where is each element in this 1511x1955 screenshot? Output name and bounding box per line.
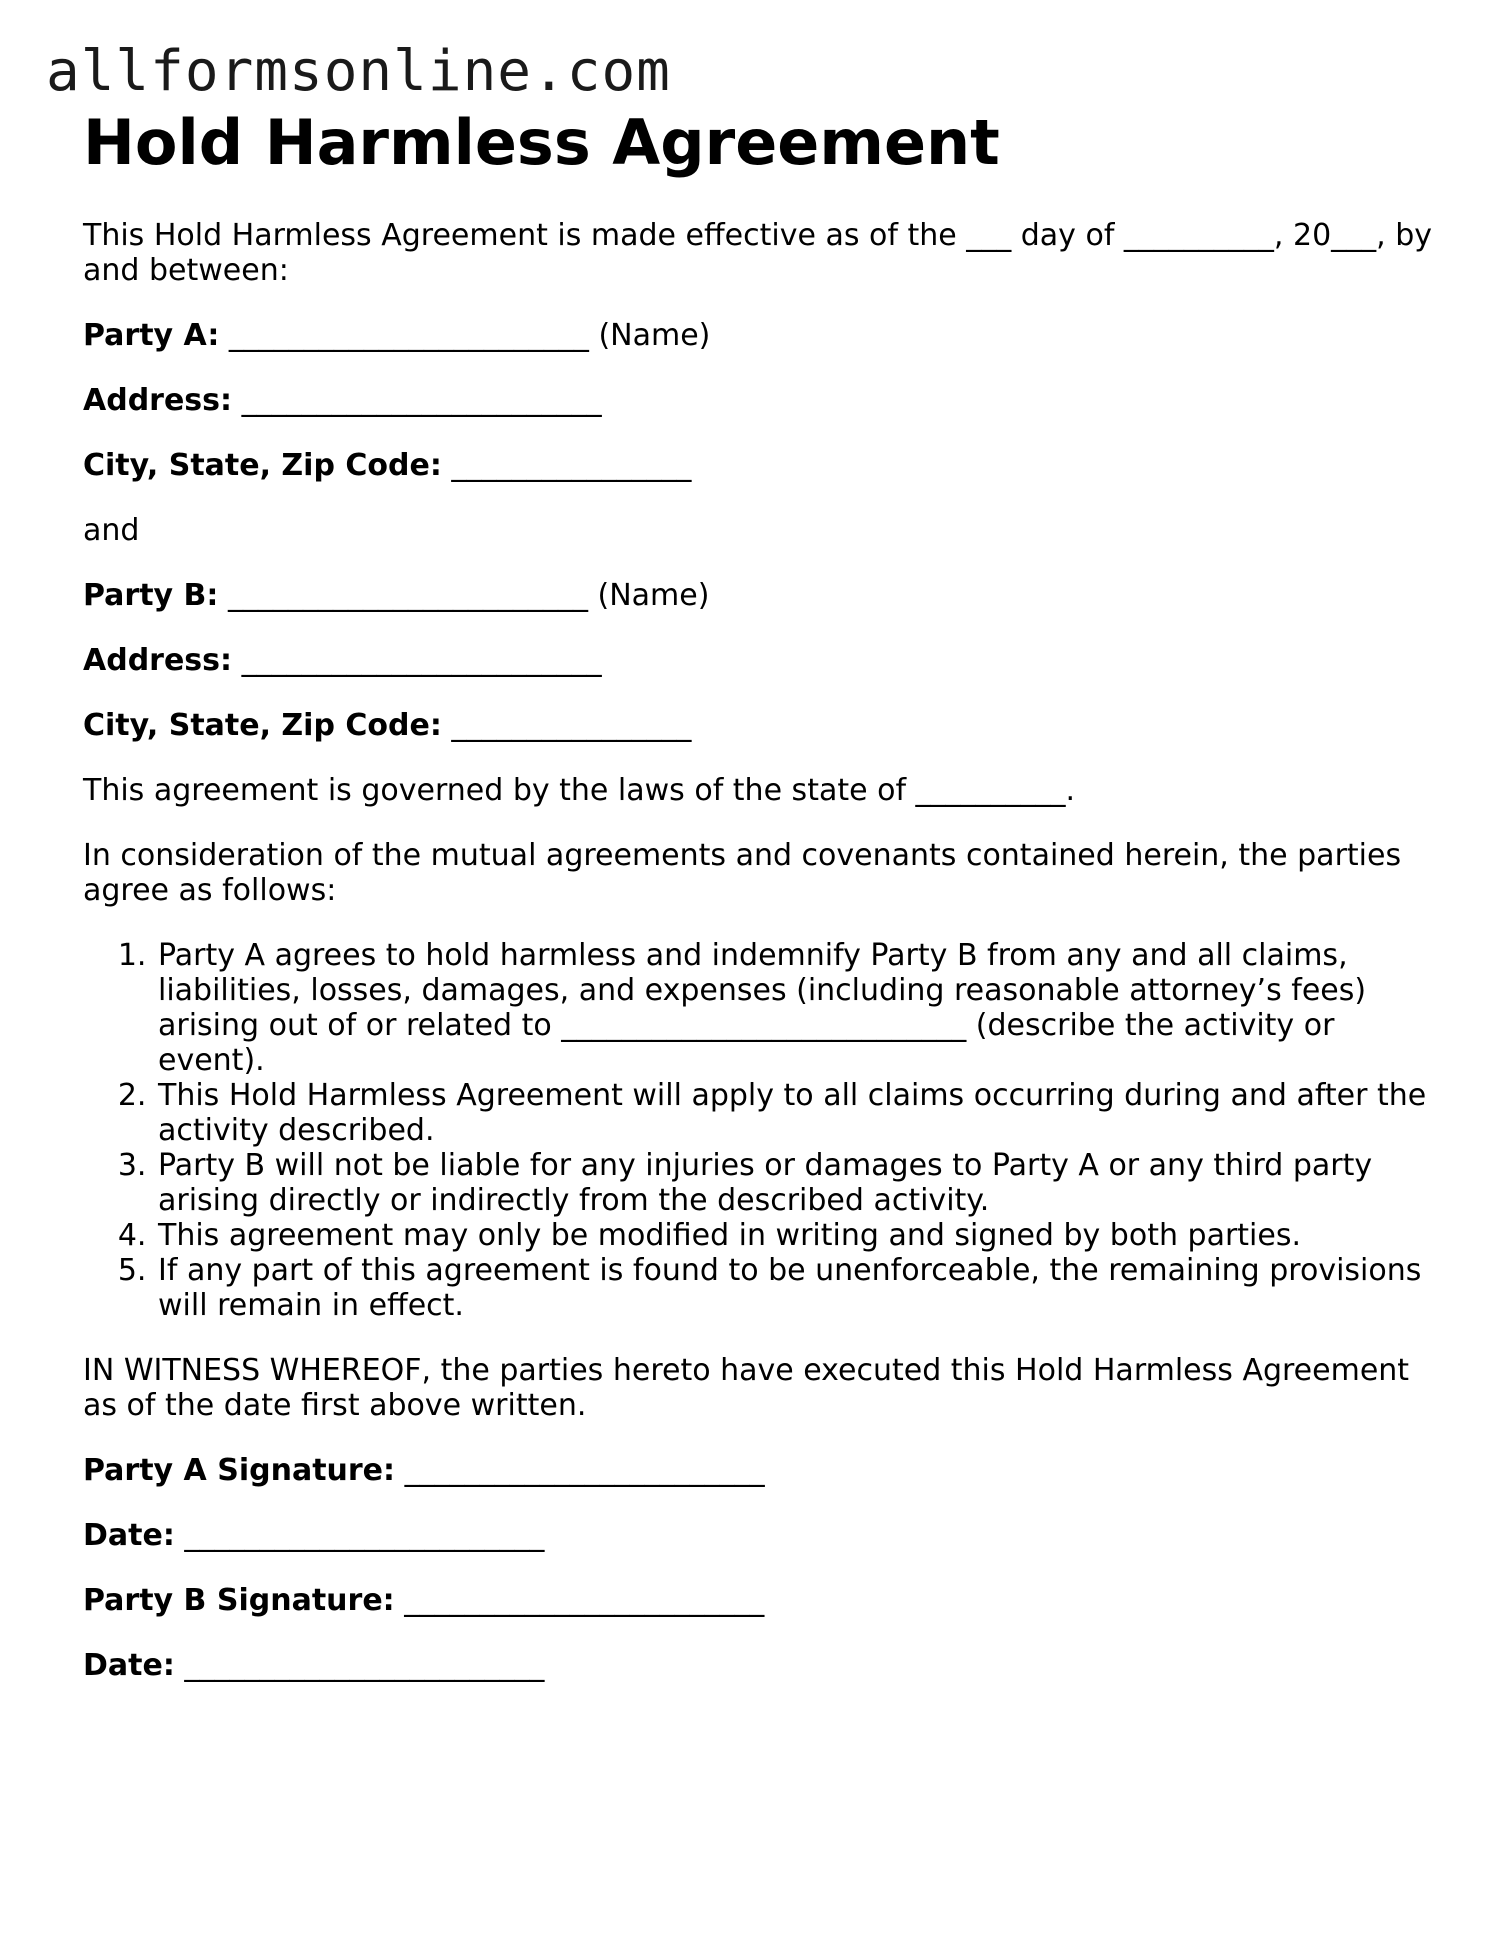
term-item: 4. This agreement may only be modified in writing and signed by both parties. [156, 1218, 1433, 1253]
party-b-signature-blank[interactable]: ________________________ [404, 1583, 765, 1619]
party-b-address-label: Address: [83, 643, 233, 679]
party-a-address-blank[interactable]: ________________________ [241, 383, 602, 419]
party-b-name-blank[interactable]: ________________________ [227, 578, 588, 614]
party-b-city-blank[interactable]: ________________ [451, 708, 692, 744]
terms-list [83, 938, 1433, 1323]
term-item: 5. If any part of this agreement is found to be unenforceable, the remaining provisions will remain in effect. [156, 1253, 1433, 1323]
party-b-address-line [83, 643, 1433, 678]
party-a-city-blank[interactable]: ________________ [451, 448, 692, 484]
party-a-signature-blank[interactable]: ________________________ [404, 1453, 765, 1489]
party-a-date-label: Date: [83, 1518, 175, 1554]
party-a-date-line [83, 1518, 1433, 1553]
term-item: 3. Party B will not be liable for any injuries or damages to Party A or any third party arising directly or indirectly from the described activity. [156, 1148, 1433, 1218]
party-b-date-line [83, 1648, 1433, 1683]
party-a-address-line [83, 383, 1433, 418]
party-a-name-blank[interactable]: ________________________ [228, 318, 589, 354]
party-b-name-line [83, 578, 1433, 613]
document-body [83, 106, 1433, 1713]
intro-paragraph: This Hold Harmless Agreement is made effective as of the ___ day of __________, 20___, by and between: [83, 218, 1433, 289]
witness-paragraph: IN WITNESS WHEREOF, the parties hereto have executed this Hold Harmless Agreement as of the date first above written. [83, 1353, 1410, 1424]
party-a-address-label: Address: [83, 383, 233, 419]
party-a-signature-line [83, 1453, 1433, 1488]
party-a-signature-label: Party A Signature: [83, 1453, 396, 1489]
party-a-name-suffix: (Name) [598, 318, 711, 354]
term-item: 2. This Hold Harmless Agreement will apply to all claims occurring during and after the activity described. [156, 1078, 1433, 1148]
party-b-name-label: Party B: [83, 578, 219, 614]
governing-law-paragraph: This agreement is governed by the laws of the state of __________. [83, 773, 1076, 809]
party-b-city-label: City, State, Zip Code: [83, 708, 442, 744]
party-a-city-label: City, State, Zip Code: [83, 448, 442, 484]
party-b-name-suffix: (Name) [597, 578, 710, 614]
and-separator: and [83, 513, 140, 549]
party-a-city-line [83, 448, 1433, 483]
party-a-date-blank[interactable]: ________________________ [184, 1518, 545, 1554]
party-b-city-line [83, 708, 1433, 743]
consideration-paragraph: In consideration of the mutual agreements and covenants contained herein, the parties agree as follows: [83, 838, 1402, 909]
document-title: Hold Harmless Agreement [83, 106, 1000, 179]
party-a-name-label: Party A: [83, 318, 220, 354]
party-b-signature-label: Party B Signature: [83, 1583, 395, 1619]
party-b-date-label: Date: [83, 1648, 175, 1684]
party-b-signature-line [83, 1583, 1433, 1618]
site-watermark: allformsonline.com [46, 39, 671, 104]
party-b-address-blank[interactable]: ________________________ [241, 643, 602, 679]
party-a-name-line [83, 318, 1433, 353]
party-b-date-blank[interactable]: ________________________ [184, 1648, 545, 1684]
term-item: 1. Party A agrees to hold harmless and indemnify Party B from any and all claims, liabilities, losses, damages, and expenses (including reasonable attorney’s fees) arising out of or related to ___________________________ (describe the activity or event). [156, 938, 1433, 1078]
